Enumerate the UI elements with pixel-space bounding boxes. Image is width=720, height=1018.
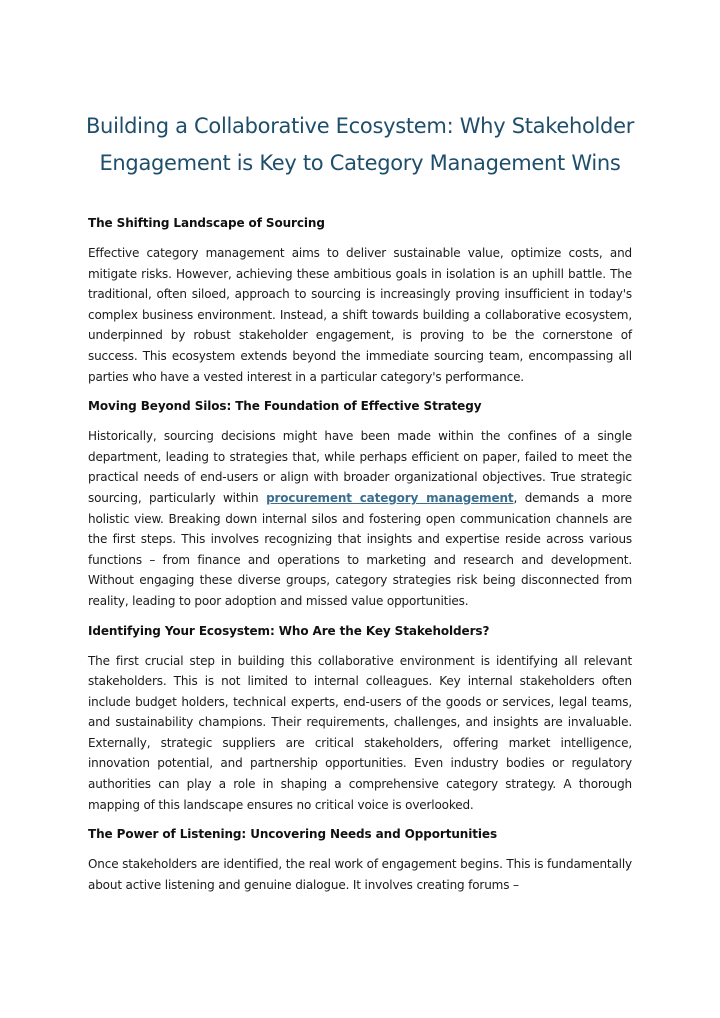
procurement-category-management-link[interactable]: procurement category management	[266, 490, 514, 505]
title-line-1: Building a Collaborative Ecosystem: Why Stakeholder	[85, 114, 635, 138]
paragraph-identifying-ecosystem: The first crucial step in building this collaborative environment is identifying all relevant stakeholders. This is not limited to internal colleagues. Key internal stakeholders often include budget holders, technical experts, end-users of the goods or services, legal teams, and sustainability champions. Their requirements, challenges, and insights are invaluable. Externally, strategic suppliers are critical stakeholders, offering market intelligence, innovation potential, and partnership opportunities. Even industry bodies or regulatory authorities can play a role in shaping a comprehensive category strategy. A thorough mapping of this landscape ensures no critical voice is overlooked.	[88, 653, 632, 812]
paragraph-beyond-silos	[88, 426, 632, 611]
paragraph-beyond-silos-part-1: Historically, sourcing decisions might have been made within the confines of a single department, leading to strategies that, while perhaps efficient on paper, failed to meet the practical needs of end-users or align with broader organizational objectives. True strategic sourcing, particularly within	[88, 429, 632, 505]
paragraph-beyond-silos-part-2: , demands a more holistic view. Breaking down internal silos and fostering open communication channels are the first steps. This involves recognizing that insights and expertise reside across various functions – from finance and operations to marketing and research and development. Without engaging these diverse groups, category strategies risk being disconnected from reality, leading to poor adoption and missed value opportunities.	[88, 490, 632, 608]
section-heading-beyond-silos: Moving Beyond Silos: The Foundation of Effective Strategy	[88, 399, 482, 414]
document-page	[85, 108, 635, 895]
paragraph-power-of-listening: Once stakeholders are identified, the real work of engagement begins. This is fundamentally about active listening and genuine dialogue. It involves creating forums –	[88, 857, 632, 892]
title-line-2: Engagement is Key to Category Management Wins	[99, 151, 621, 175]
section-heading-identifying-ecosystem: Identifying Your Ecosystem: Who Are the Key Stakeholders?	[88, 623, 490, 638]
section-heading-shifting-landscape: The Shifting Landscape of Sourcing	[88, 216, 325, 230]
document-title	[80, 108, 640, 182]
paragraph-shifting-landscape: Effective category management aims to deliver sustainable value, optimize costs, and mitigate risks. However, achieving these ambitious goals in isolation is an uphill battle. The traditional, often siloed, approach to sourcing is increasingly proving insufficient in today's complex business environment. Instead, a shift towards building a collaborative ecosystem, underpinned by robust stakeholder engagement, is proving to be the cornerstone of success. This ecosystem extends beyond the immediate sourcing team, encompassing all parties who have a vested interest in a particular category's performance.	[88, 246, 632, 384]
section-heading-power-of-listening: The Power of Listening: Uncovering Needs and Opportunities	[88, 827, 497, 842]
